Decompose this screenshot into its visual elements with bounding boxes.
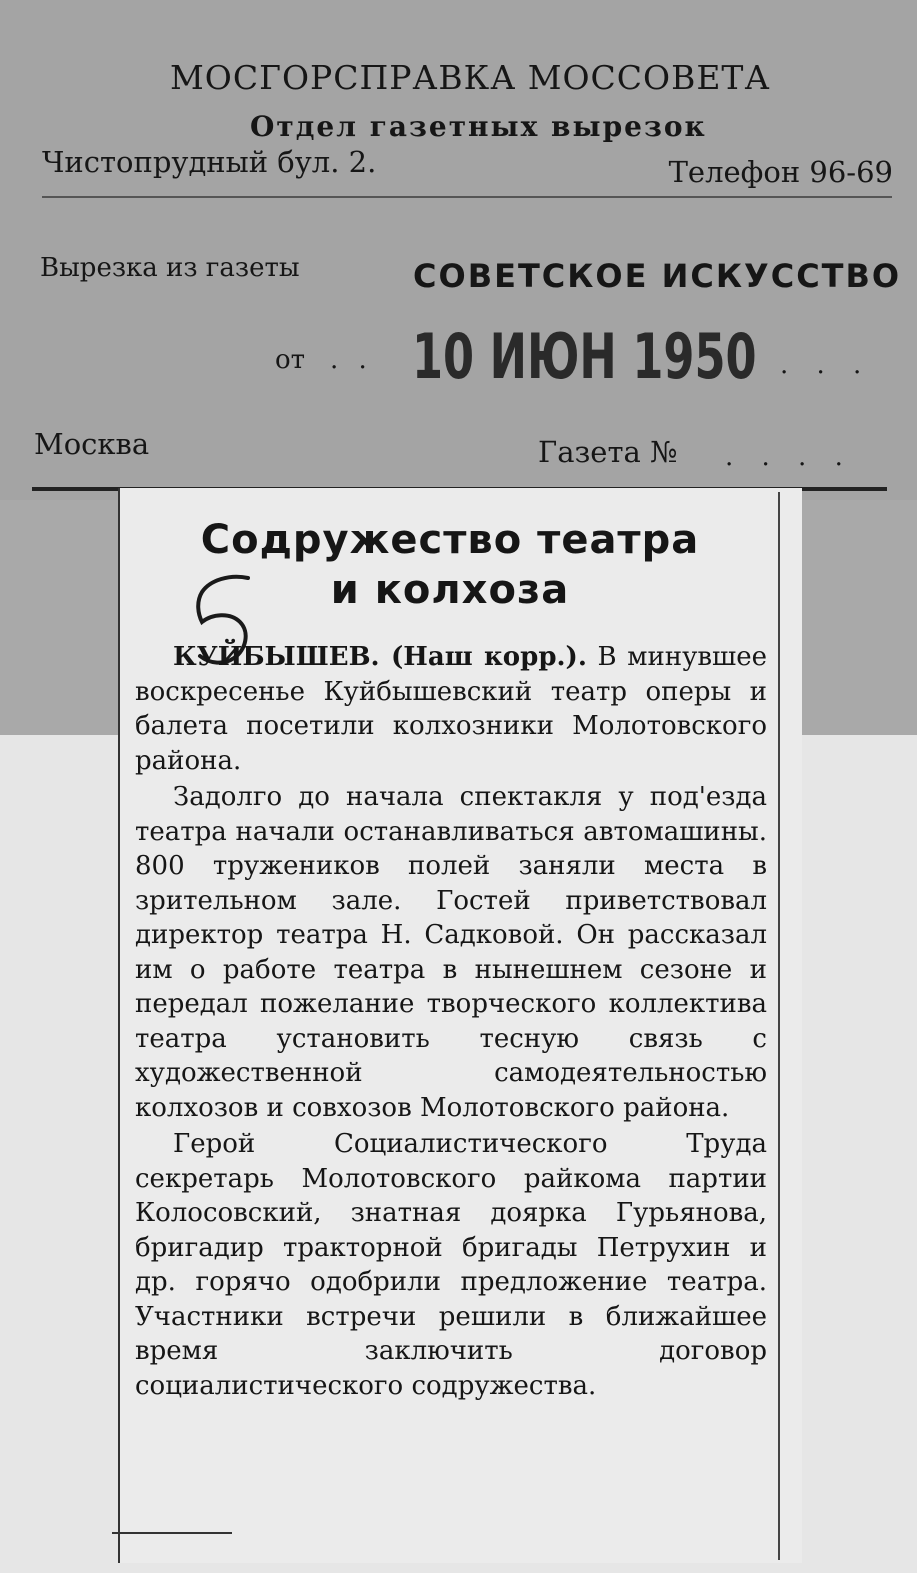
gazeta-number-dots: . . . . xyxy=(725,442,853,472)
article-paragraph: Герой Социалистического Труда секретарь Молотовского райкома партии Колосовский, знатная доярка Гурьянова, бригадир тракторной бригады Петрухин и др. горячо одобрили предложение театра. Участники встречи решили в ближайшее время заключить договор социалистического содружества. xyxy=(135,1129,767,1401)
article-paragraph xyxy=(135,640,767,778)
article-title-line1: Содружество театра xyxy=(200,517,700,563)
article-dateline: КУЙБЫШЕВ. (Наш корр.). xyxy=(173,642,587,672)
article-paragraph-text: В минувшее воскресенье Куйбышевский театр оперы и балета посетили колхозники Молотовского района. xyxy=(135,642,767,776)
archive-org-name: МОСГОРСПРАВКА МОССОВЕТА xyxy=(170,58,771,97)
newspaper-name: СОВЕТСКОЕ ИСКУССТВО xyxy=(413,257,902,295)
cut-label: Вырезка из газеты xyxy=(40,253,300,283)
date-dots-before: . . xyxy=(330,345,373,375)
date-stamp: 10 ИЮН 1950 xyxy=(412,320,757,393)
city-label: Москва xyxy=(34,427,150,461)
archive-address: Чистопрудный бул. 2. xyxy=(42,145,377,179)
article-title-line2: и колхоза xyxy=(330,567,570,613)
archive-header-card xyxy=(0,0,917,500)
archive-phone: Телефон 96-69 xyxy=(668,155,893,189)
archive-department: Отдел газетных вырезок xyxy=(250,110,707,143)
header-divider xyxy=(42,196,892,198)
gazeta-number-label: Газета № xyxy=(538,435,678,469)
date-dots-after: . . . xyxy=(780,350,872,380)
date-prefix: от xyxy=(275,345,306,375)
article-paragraph: Задолго до начала спектакля у под'езда театра начали останавливаться автомашины. 800 тружеников полей заняли места в зрительном зале. Гостей приветствовал директор театра Н. Садковой. Он рассказал им о работе театра в нынешнем сезоне и передал пожелание творческого коллектива театра установить тесную связь с художественной самодеятельностью колхозов и совхозов Молотовского района. xyxy=(135,782,767,1123)
article-end-rule xyxy=(112,1532,232,1534)
clipping-column-rule xyxy=(778,492,780,1560)
article-body xyxy=(135,640,767,1405)
